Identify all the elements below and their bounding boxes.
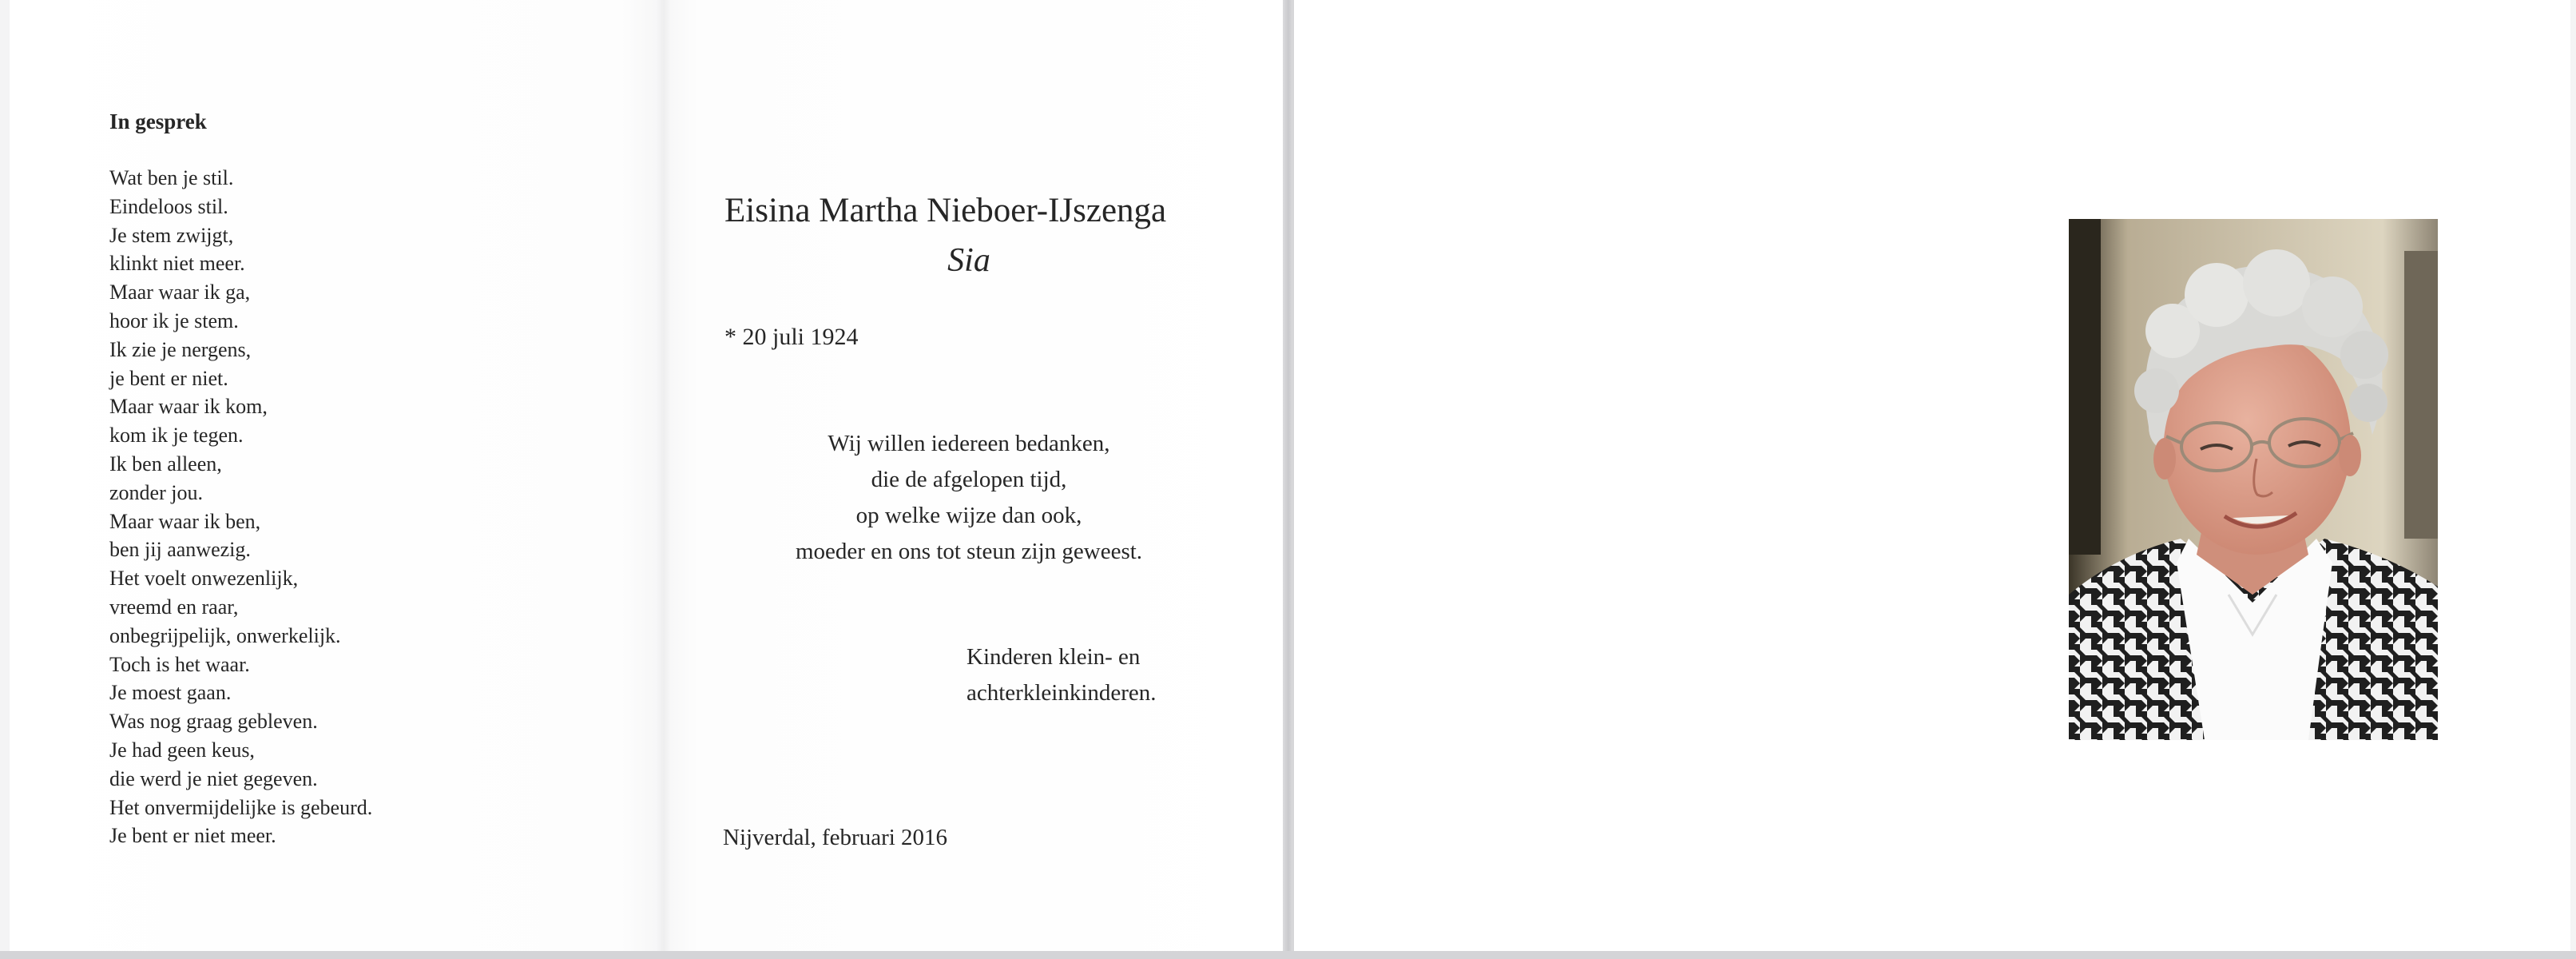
poem-line: Het onvermijdelijke is gebeurd.: [109, 795, 373, 819]
thank-you-line: Wij willen iedereen bedanken,: [828, 431, 1110, 456]
poem-line: je bent er niet.: [109, 366, 228, 390]
scan-bottom-edge: [0, 951, 2576, 959]
poem-title: In gesprek: [109, 109, 207, 133]
poem-line: Je stem zwijgt,: [109, 223, 234, 247]
poem-line: Toch is het waar.: [109, 652, 250, 676]
poem-line: Je moest gaan.: [109, 681, 232, 705]
signature: [966, 639, 1157, 711]
poem-line: hoor ik je stem.: [109, 308, 239, 332]
deceased-name: Eisina Martha Nieboer-IJszenga: [724, 192, 1167, 229]
signature-line: achterkleinkinderen.: [966, 680, 1157, 706]
poem-line: Je bent er niet meer.: [109, 824, 276, 848]
poem-line: kom ik je tegen.: [109, 424, 244, 448]
poem: [109, 164, 372, 850]
thank-you-line: die de afgelopen tijd,: [871, 467, 1067, 492]
poem-line: Eindeloos stil.: [109, 194, 228, 218]
poem-line: Maar waar ik ben,: [109, 509, 261, 533]
poem-line: Ik ben alleen,: [109, 452, 222, 476]
poem-line: die werd je niet gegeven.: [109, 766, 318, 790]
poem-line: Het voelt onwezenlijk,: [109, 567, 299, 591]
poem-line: klinkt niet meer.: [109, 252, 245, 276]
poem-line: Ik zie je nergens,: [109, 337, 252, 361]
poem-line: onbegrijpelijk, onwerkelijk.: [109, 623, 341, 647]
poem-line: Wat ben je stil.: [109, 166, 234, 189]
thank-you-line: moeder en ons tot steun zijn geweest.: [795, 539, 1143, 564]
poem-line: Maar waar ik ga,: [109, 281, 251, 304]
deceased-nickname: Sia: [947, 242, 990, 279]
birth-date: * 20 juli 1924: [724, 324, 859, 350]
thank-you-line: op welke wijze dan ook,: [855, 503, 1082, 528]
poem-line: ben jij aanwezig.: [109, 538, 251, 562]
place-and-date: Nijverdal, februari 2016: [723, 825, 948, 850]
card-fold: [657, 0, 671, 953]
poem-line: Je had geen keus,: [109, 738, 255, 762]
poem-line: zonder jou.: [109, 480, 203, 504]
card-inner-spread: [10, 0, 1284, 953]
portrait-photo: [2069, 219, 2438, 740]
signature-line: Kinderen klein- en: [966, 644, 1141, 670]
poem-line: Maar waar ik kom,: [109, 395, 268, 419]
poem-line: Was nog graag gebleven.: [109, 710, 318, 734]
poem-line: vreemd en raar,: [109, 595, 239, 619]
thank-you-message: [724, 426, 1213, 570]
